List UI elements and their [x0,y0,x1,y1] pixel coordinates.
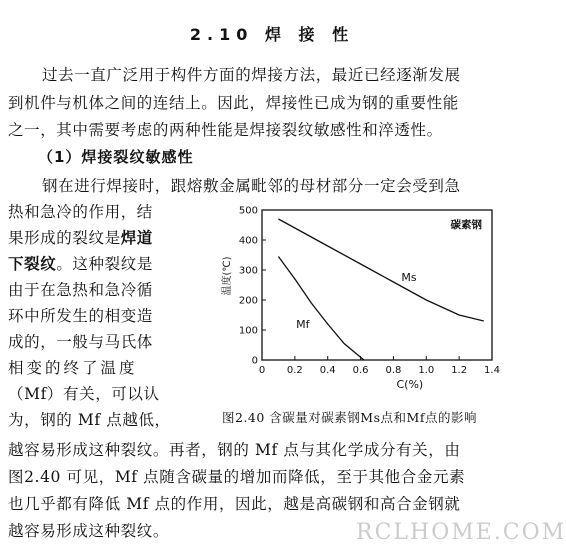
chart-title: 碳素钢 [450,219,482,231]
intro-line-2: 到机件与机体之间的连结上。因此，焊接性已成为钢的重要性能 [8,94,459,112]
wrap-line-5: 环中所发生的相变造 [8,307,153,325]
intro-line-1: 过去一直广泛用于构件方面的焊接方法，最近已经逐渐发展 [42,66,461,84]
carbon-content-chart [210,195,540,395]
x-tick-label: 1.0 [418,365,435,376]
after-line-3: 也几乎都有降低 Mf 点的作用，因此，越是高碳钢和高合金钢就 [8,495,461,513]
section-title: 2.10 焊 接 性 [189,25,355,44]
y-tick-label: 400 [238,235,258,247]
series-mf-label: Mf [296,318,310,331]
wrap-line-2 [8,226,153,248]
x-tick-label: 1.2 [451,365,468,376]
series-ms-line [278,219,483,321]
wrap-line-2-text: 果形成的裂纹是 [8,229,121,247]
series-ms-label: Ms [401,271,417,284]
body-line-1: 钢在进行焊接时，跟熔敷金属毗邻的母材部分一定会受到急 [42,177,461,195]
intro-line-3: 之一，其中需要考虑的两种性能是焊接裂纹敏感性和淬透性。 [8,121,443,139]
series-mf-line [278,257,364,361]
wrap-line-3-text: 。这种裂纹是 [56,255,153,273]
wrap-line-3 [8,252,153,274]
x-tick-label: 0.8 [385,365,402,376]
y-tick-label: 100 [238,325,258,337]
wrap-line-6: 成的，一般与马氏体 [8,333,153,351]
term-weld-bead: 焊道 [120,228,153,247]
y-tick-label: 200 [238,295,258,307]
wrap-line-4: 由于在急热和急冷循 [8,281,153,299]
x-tick-label: 0.4 [319,365,336,376]
wrap-line-1: 热和急冷的作用，结 [8,203,153,221]
wrap-line-9: 为，钢的 Mf 点越低， [8,411,171,429]
chart-ticks [239,206,500,377]
figure-caption: 图2.40 含碳量对碳素钢Ms点和Mf点的影响 [222,410,477,425]
after-line-1: 越容易形成这种裂纹。再者，钢的 Mf 点与其化学成分有关，由 [8,441,461,459]
x-tick-label: 0.2 [286,365,303,376]
chart-axes [262,210,492,360]
y-axis-label: 温度(℃) [222,256,233,296]
x-tick-label: 0.6 [352,365,369,376]
wrap-line-7: 相变的终了温度 [8,359,138,377]
x-tick-label: 1.4 [484,365,500,376]
y-tick-label: 300 [238,265,258,277]
watermark: RCLHOME.COM [356,520,566,545]
plot-frame [262,210,492,360]
after-line-4: 越容易形成这种裂纹。 [8,522,170,540]
x-tick-label: 0 [258,365,266,376]
y-tick-label: 500 [238,205,258,217]
wrap-line-8: （Mf）有关，可以认 [8,385,160,403]
after-line-2: 图2.40 可见，Mf 点随含碳量的增加而降低，至于其他合金元素 [8,468,466,486]
term-under-bead-crack: 下裂纹 [8,254,57,273]
y-tick-label: 0 [251,355,258,367]
chart-series [278,219,483,360]
x-axis-label: C(%) [396,378,424,391]
subsection-heading: （1）焊接裂纹敏感性 [38,148,194,166]
